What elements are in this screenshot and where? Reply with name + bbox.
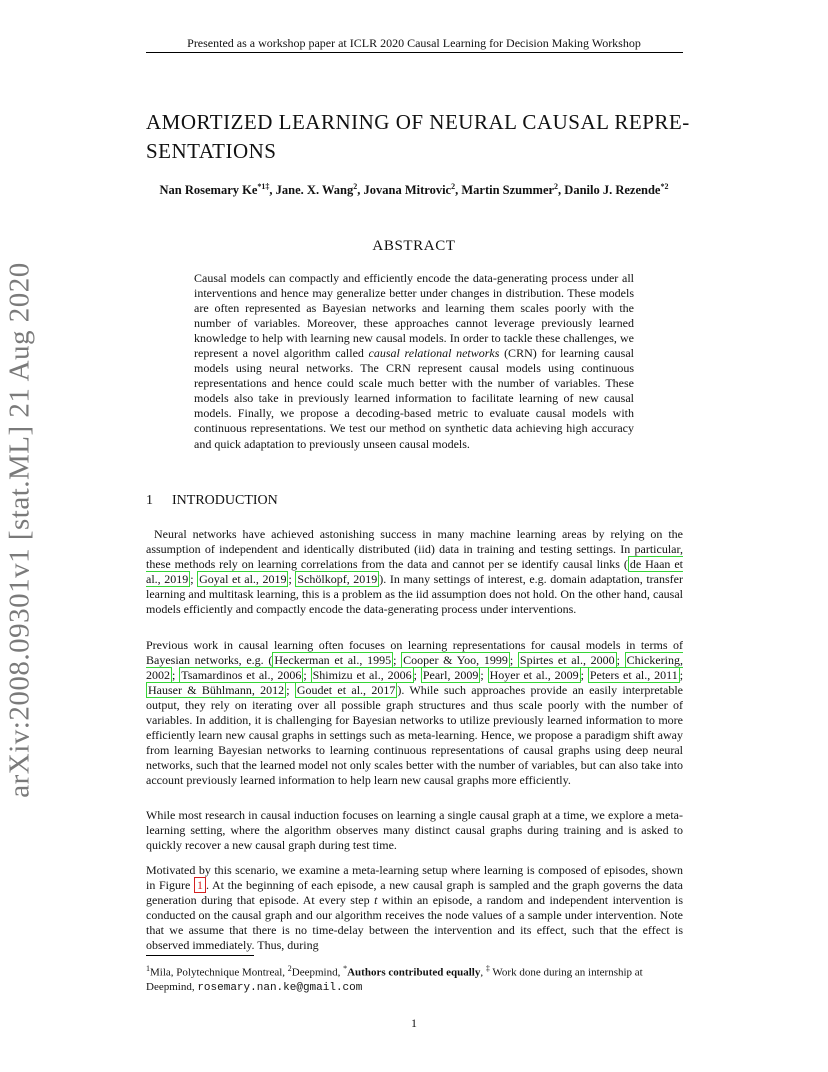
citation-link[interactable]: Shimizu et al., 2006 [312,668,412,683]
author-affiliation: 2 [554,182,559,191]
author-name: Martin Szummer [461,183,555,198]
arxiv-identifier[interactable]: arXiv:2008.09301v1 [stat.ML] 21 Aug 2020 [3,262,36,798]
abstract-heading: ABSTRACT [372,238,456,254]
footnote-rule [146,955,254,956]
citation-link[interactable]: Goyal et al., 2019 [199,572,287,587]
citation-link[interactable]: Tsamardinos et al., 2006 [181,668,302,683]
citation-link[interactable]: Schölkopf, 2019 [297,572,378,587]
citation-link[interactable]: Cooper & Yoo, 1999 [403,653,508,668]
citation-link[interactable]: Hoyer et al., 2009 [489,668,579,683]
section-title: INTRODUCTION [172,493,278,508]
paragraph-text: . At the beginning of each episode, a new causal graph is sampled and the graph governs the data generation during that episode. At every step [146,878,683,908]
author-name: Jane. X. Wang [275,183,354,198]
footnote-marker: ‡ [485,964,490,973]
author-name: Nan Rosemary Ke [159,183,258,198]
citation-link[interactable]: Goudet et al., 2017 [296,683,396,698]
section-heading [146,493,278,509]
figure-reference-link[interactable]: 1 [194,877,206,893]
author-affiliation: *1‡ [257,182,270,191]
paragraph: Neural networks have achieved astonishing success in many machine learning areas by relying on the assumption of independent and identically distributed (iid) data in training and testing settings. In particular, these methods rely on learning correlations from the data and cannot per se identify causal links ( de Haan et al., 2019 ; Goyal et al., 2019 ; Schölkopf, 2019 ). In many settings of interest, e.g. domain adaptation, transfer learning and multitask learning, this is a problem as the iid assumption does not hold. On the other hand, causal models efficiently and compactly encode the data-generating process under interventions. [146,527,683,617]
section-number: 1 [146,493,153,508]
running-header: Presented as a workshop paper at ICLR 2020 Causal Learning for Decision Making Workshop [187,36,641,50]
title-line-1: AMORTIZED LEARNING OF NEURAL CAUSAL REPRE- [146,110,690,134]
citation-link[interactable]: Hauser & Bühlmann, 2012 [148,683,285,698]
paragraph-text: ). While such approaches provide an easily interpretable output, they rely on iterating over all possible graph structures and thus scale poorly with the number of variables. In addition, it is challenging for Bayesian networks to utilize previously learned information to more efficiently learn new causal graphs in settings such as meta-learning. Hence, we propose a paradigm shift away from learning Bayesian networks to learning continuous representations of causal graphs using deep neural networks, such that the learned model not only scales better with the number of variables, but can also take into account previously learned information to help learn new causal graphs more efficiently. [146,683,684,788]
author-name: Danilo J. Rezende [564,183,661,198]
paragraph-text: Neural networks have achieved astonishing success in many machine learning areas by relying on the assumption of independent and identically distributed (iid) data in training and testing settings. In particular, these methods rely on learning correlations from the data and cannot per se identify causal links ( [146,527,683,572]
header-rule [146,52,683,53]
paper-title [146,108,706,166]
citation-link[interactable]: Pearl, 2009 [422,668,479,683]
paragraph: Previous work in causal learning often focuses on learning representations for causal models in terms of Bayesian networks, e.g. ( Heckerman et al., 1995 ; Cooper & Yoo, 1999 ; Spirtes et al., 2000 ; Chickering, 2002 ; Tsamardinos et al., 2006 ; Shimizu et al., 2006 ; Pearl, 2009 ; Hoyer et al., 2009 ; Peters et al., 2011 ; Hauser & Bühlmann, 2012 ; Goudet et al., 2017 ). While such approaches provide an easily interpretable output, they rely on iterating over all possible graph structures and thus scale poorly with the number of variables. In addition, it is challenging for Bayesian networks to utilize previously learned information to more efficiently learn new causal graphs in settings such as meta-learning. Hence, we propose a paradigm shift away from learning Bayesian networks to learning continuous representations of causal graphs using deep neural networks, such that the learned model not only scales better with the number of variables, but can also take into account previously learned information to help learn new causal graphs more efficiently. [146,638,684,788]
footnote-text: Work done during an internship at Deepmind, [146,966,643,993]
author-affiliation: 2 [451,182,456,191]
title-line-2: SENTATIONS [146,139,277,163]
abstract-part: Causal models can compactly and efficiently encode the data-generating process under all interventions and hence may generalize better under changes in distribution. These models are often represented as Bayesian networks and learning them scales poorly with the number of variables. Moreover, these approaches cannot leverage previously learned knowledge to help with learning new causal models. In order to tackle these challenges, we represent a novel algorithm called [194,271,634,361]
page-number: 1 [411,1016,417,1030]
author-affiliation: *2 [660,182,669,191]
footnote-marker: * [343,964,348,973]
citation-link[interactable]: Peters et al., 2011 [589,668,678,683]
footnote-text: , [480,966,486,979]
paragraph: While most research in causal induction focuses on learning a single causal graph at a time, we explore a meta-learning setting, where the algorithm observes many distinct causal graphs during training and is asked to quickly recover a new causal graph during test time. [146,808,683,853]
abstract-part: (CRN) for learning causal models using neural networks. The CRN represent causal models using continuous representations and hence could scale much better with the number of variables. These models also take in previously learned information to facilitate learning of new causal models. Finally, we propose a decoding-based metric to evaluate causal models with continuous representations. We test our method on synthetic data achieving high accuracy and quick adaptation to previously unseen causal models. [194,346,634,451]
abstract-emphasis: causal relational networks [368,346,500,361]
author-affiliation: 2 [353,182,358,191]
citation-link[interactable]: Chickering, 2002 [146,653,683,683]
math-variable: t [374,893,378,908]
paragraph-text: Previous work in causal learning often focuses on learning representations for causal models in terms of Bayesian networks, e.g. ( [146,638,683,668]
citation-link[interactable]: Spirtes et al., 2000 [519,653,615,668]
footnote [146,962,683,995]
paragraph [146,863,683,953]
footnote-text: Mila, Polytechnique Montreal, [150,966,288,979]
citation-link[interactable]: Heckerman et al., 1995 [274,653,392,668]
email-link[interactable]: rosemary.nan.ke@gmail.com [197,981,363,994]
author-name: Jovana Mitrovic [363,183,452,198]
footnote-marker: 2 [287,964,292,973]
paragraph-text: ). In many settings of interest, e.g. domain adaptation, transfer learning and multitask learning, this is a problem as the iid assumption does not hold. On the other hand, causal models efficiently and compactly encode the data-generating process under interventions. [146,572,683,617]
citation-link[interactable]: de Haan et al., 2019 [146,557,683,587]
abstract-text [194,271,634,452]
paragraph-text: within an episode, a random and independent intervention is conducted on the causal graph and our algorithm receives the node values of a sample under intervention. Note that we assume that there is no time-delay between the intervention and its effect, such that the effect is observed immediately. Thus, during [146,893,683,953]
author-list: Nan Rosemary $Ke^{*1\ddagger}$, Jane. X. Wang$^2$, Jovana Mitrovic$^2$, Martin Szummer$^2$, Danilo J. Rezende$^{*2}$ [159,182,669,198]
footnote-bold: Authors contributed equally [347,966,481,979]
footnote-marker: 1 [146,964,150,973]
paragraph-text: Motivated by this scenario, we examine a meta-learning setup where learning is composed of episodes, shown in Figure [146,863,683,893]
footnote-text: Deepmind, [291,966,344,979]
